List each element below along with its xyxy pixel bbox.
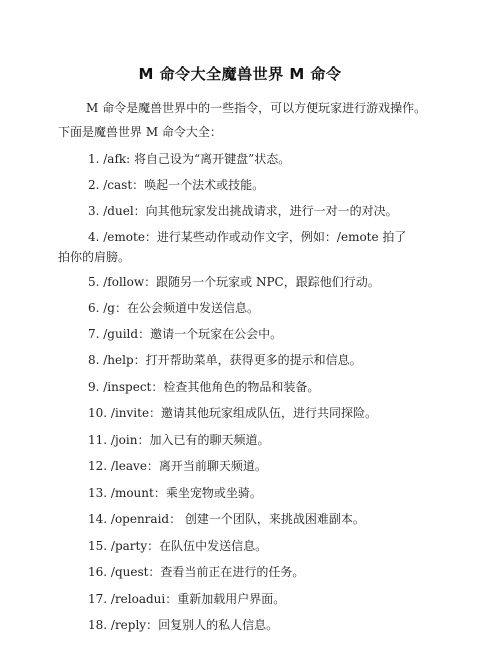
list-item: [58, 298, 438, 318]
intro-paragraph: M 命令是魔兽世界中的一些指令，可以方便玩家进行游戏操作。下面是魔兽世界 M 命令大全：: [58, 101, 427, 139]
list-item: [58, 483, 438, 503]
list-item-text: 18. /reply：回复别人的私人信息。: [88, 618, 279, 632]
list-item-text: 5. /follow：跟随另一个玩家或 NPC，跟踪他们行动。: [88, 275, 380, 289]
list-item: [58, 430, 438, 450]
list-item: [58, 615, 438, 635]
list-item: [58, 175, 438, 195]
list-item-text: 11. /join：加入已有的聊天频道。: [88, 433, 270, 447]
list-item-text: 17. /reloadui：重新加载用户界面。: [88, 592, 286, 606]
list-item-text: 4. /emote：进行某些动作或动作文字，例如：/emote 拍了拍你的肩膀。: [58, 230, 407, 264]
page-title: M 命令大全魔兽世界 M 命令: [138, 65, 342, 83]
list-item: [58, 509, 438, 529]
list-item-text: 3. /duel：向其他玩家发出挑战请求，进行一对一的对决。: [88, 204, 398, 218]
list-item-text: 2. /cast：唤起一个法术或技能。: [88, 178, 265, 192]
list-item-text: 15. /party：在队伍中发送信息。: [88, 539, 268, 553]
list-item-text: 6. /g：在公会频道中发送信息。: [88, 301, 259, 315]
list-item: [58, 562, 438, 582]
list-item: [58, 589, 438, 609]
list-item: [58, 324, 438, 344]
list-item-text: 16. /quest：查看当前正在进行的任务。: [88, 565, 305, 579]
list-item: [58, 350, 438, 370]
list-item-text: 7. /guild：邀请一个玩家在公会中。: [88, 327, 283, 341]
list-item: [58, 377, 438, 397]
list-item-text: 13. /mount：乘坐宠物或坐骑。: [88, 486, 262, 500]
list-item-text: 1. /afk: 将自己设为“离开键盘”状态。: [88, 152, 291, 166]
list-item-text: 12. /leave：离开当前聊天频道。: [88, 459, 267, 473]
list-item-text: 8. /help：打开帮助菜单，获得更多的提示和信息。: [88, 353, 362, 367]
list-item-text: 10. /invite：邀请其他玩家组成队伍，进行共同探险。: [88, 406, 378, 420]
list-item: [58, 536, 438, 556]
list-item: [58, 227, 413, 267]
list-item: [58, 456, 438, 476]
list-item-text: 9. /inspect：检查其他角色的物品和装备。: [88, 380, 320, 394]
list-item: [58, 403, 438, 423]
list-item: [58, 272, 438, 292]
list-item: [58, 149, 438, 169]
list-item: [58, 201, 438, 221]
list-item-text: 14. /openraid： 创建一个团队，来挑战困难副本。: [88, 512, 365, 526]
